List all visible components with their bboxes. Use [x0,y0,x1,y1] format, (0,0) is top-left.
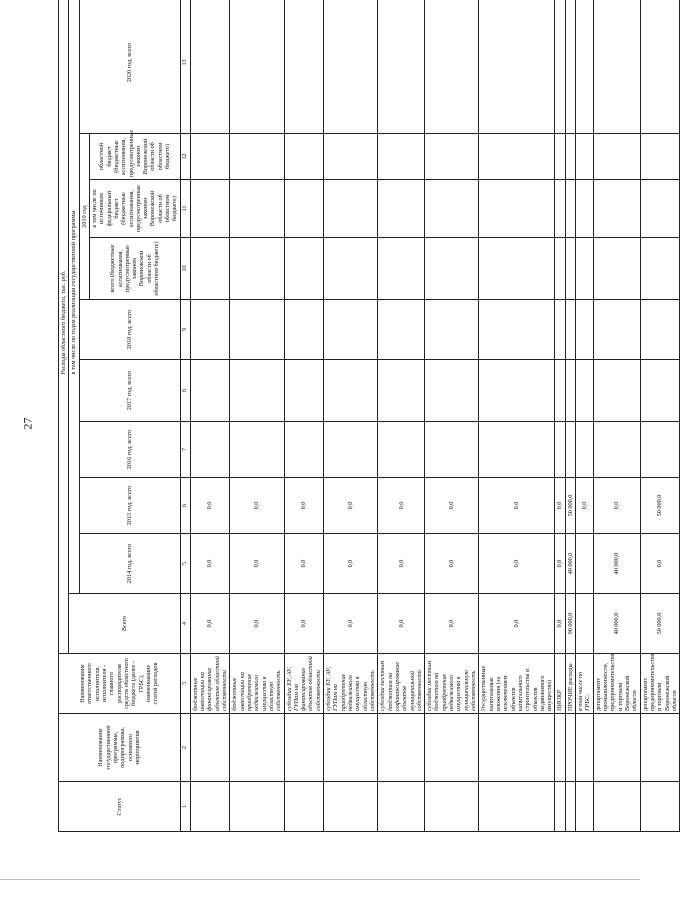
table-row [284,0,324,832]
row-label: департамент предпринимательства и торговли Воронежской области [640,654,680,714]
row-2014 [576,534,594,594]
row-total: 0,0 [425,594,479,654]
col-num-11: 11 [180,180,190,238]
row-2014: 0,0 [479,534,555,594]
bottom-rule [0,879,640,880]
col-num-4: 4 [180,594,190,654]
header-2018: 2018 год, всего [79,300,180,360]
table-row [640,0,680,832]
header-federal [89,180,180,238]
page-number: 27 [20,417,35,430]
header-regional: областной бюджет (бюджетные ассигнования, предусмотренные законом Воронежской области об областном бюджете) [89,134,180,180]
table-row [190,0,230,832]
row-label: департамент промышленности, предпринимательства и торговли Воронежской области [593,654,640,714]
row-label: бюджетные инвестиции на финансирование объектов областной собственности [190,654,230,714]
col-num-2: 2 [180,714,190,782]
col-num-7: 7 [180,422,190,478]
row-total: 0,0 [190,594,230,654]
table-row [576,0,594,832]
row-label: субсидии местным бюджетам на софинансирование объектов муниципальной собственности [378,654,425,714]
header-2019-total: всего (бюджетные ассигнования, предусмотренные законом Воронежской области об областном бюджете) [89,238,180,300]
header-2017: 2017 год, всего [79,360,180,422]
row-2014: 0,0 [425,534,479,594]
row-2015: 0,0 [576,478,594,534]
row-total: 0,0 [324,594,378,654]
row-2014: 0,0 [378,534,425,594]
row-2014: 0,0 [640,534,680,594]
header-2015: 2015 год, всего [79,478,180,534]
row-label: НИОКР [555,654,565,714]
row-total: 0,0 [555,594,565,654]
table-row [555,0,565,832]
header-2016: 2016 год, всего [79,422,180,478]
row-total: 0,0 [479,594,555,654]
row-label: ПРОЧИЕ расходы [565,654,575,714]
table-row [324,0,378,832]
row-2015: 0,0 [555,478,565,534]
table-row [230,0,284,832]
row-2014: 0,0 [284,534,324,594]
row-2015: 0,0 [593,478,640,534]
row-2014: 0,0 [555,534,565,594]
header-2020: 2020 год, всего [79,0,180,134]
row-total: 0,0 [284,594,324,654]
col-num-9: 9 [180,300,190,360]
header-2019: 2019 год [79,134,89,300]
row-total: 0,0 [378,594,425,654]
table-row [565,0,575,832]
col-num-6: 6 [180,478,190,534]
col-num-12: 12 [180,134,190,180]
row-label: субсидии БУ, АУ, ГУПам на приобретение недвижимого имущества в областную собственность [324,654,378,714]
row-total: 40 000,0 [593,594,640,654]
header-expenses-title: Расходы областного бюджета, тыс. руб. [59,0,69,654]
row-2015: 0,0 [284,478,324,534]
header-status: Статус [59,782,181,832]
budget-table [58,0,680,832]
header-by-sources: в том числе по источникам [90,189,106,228]
column-numbers-row [180,0,190,832]
col-num-13: 13 [180,0,190,134]
row-total [576,594,594,654]
row-2015: 0,0 [425,478,479,534]
col-num-8: 8 [180,360,190,422]
row-2015: 50 000,0 [565,478,575,534]
table-row [593,0,640,832]
header-by-years: в том числе по годам реализации государственной программы [69,0,79,594]
header-total: Всего [69,594,180,654]
col-num-5: 5 [180,534,190,594]
row-label: Государственные капитальные вложения (за исключением объектов капитального строительства и объектов недвижимого имущества) [479,654,555,714]
table-row [479,0,555,832]
row-2014: 40 000,0 [593,534,640,594]
row-2014: 40 000,0 [565,534,575,594]
table-row [378,0,425,832]
row-2015: 0,0 [378,478,425,534]
header-federal-text: федеральный бюджет (бюджетные ассигнования, предусмотренные законом Воронежской области об областном бюджете) [105,184,179,233]
header-row-1 [59,0,69,832]
row-2014: 0,0 [324,534,378,594]
row-total: 0,0 [230,594,284,654]
col-num-3: 3 [180,654,190,714]
row-total: 50 000,0 [640,594,680,654]
header-2014: 2014 год, всего [79,534,180,594]
row-2015: 0,0 [230,478,284,534]
header-executor: Наименование ответственного исполнителя, исполнителя - главного распорядителя средств областного бюджета (далее - ГРБС), наименование статей расходов [59,654,181,714]
rotated-table-container [58,32,678,832]
row-2015: 50 000,0 [640,478,680,534]
row-2014: 0,0 [190,534,230,594]
table-row [425,0,479,832]
row-2015: 0,0 [479,478,555,534]
row-2015: 0,0 [190,478,230,534]
row-2015: 0,0 [324,478,378,534]
row-2014: 0,0 [230,534,284,594]
row-total: 90 000,0 [565,594,575,654]
row-label: бюджетные инвестиции на приобретение недвижимого имущества в областную собственность [230,654,284,714]
header-program-name: Наименование государственной программы, подпрограммы, основного мероприятия [59,714,181,782]
col-num-10: 10 [180,238,190,300]
row-label: в том числе по ГРБС: [576,654,594,714]
col-num-1: 1 [180,782,190,832]
row-label: субсидии местным бюджетам на приобретение недвижимого имущества в муниципальную собственность [425,654,479,714]
row-label: субсидии БУ, АУ, ГУПам на финансирование объектов областной собственности [284,654,324,714]
